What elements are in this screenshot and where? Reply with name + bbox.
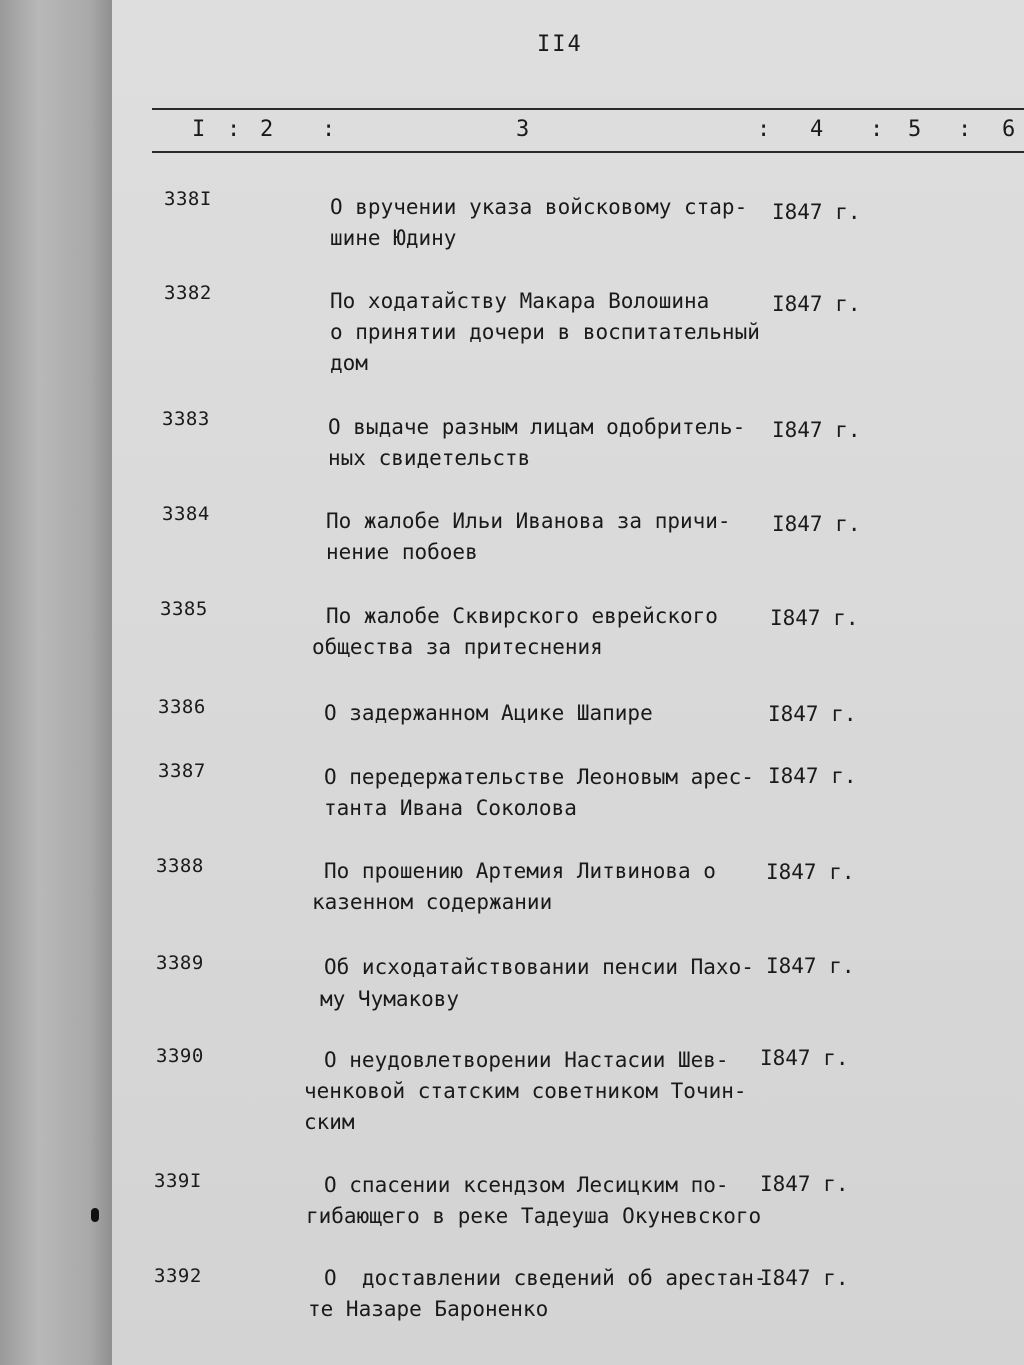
entry-description-line: По жалобе Ильи Иванова за причи- — [326, 509, 731, 533]
entry-id: 3392 — [154, 1265, 202, 1287]
entry-description-line: О неудовлетворении Настасии Шев- — [324, 1048, 729, 1072]
entry-description-line: О выдаче разным лицам одобритель- — [328, 415, 746, 439]
entry-id: 3385 — [160, 598, 208, 620]
entry-description-line: По ходатайству Макара Волошина — [330, 289, 710, 313]
entry-description-line: Об исходатайствовании пенсии Пахо- — [324, 955, 754, 979]
entry-year: I847 г. — [768, 702, 857, 726]
header-rule-top — [152, 108, 1024, 110]
entry-year: I847 г. — [766, 860, 855, 884]
col-header-2: 2 — [260, 117, 274, 142]
entry-description-line: По жалобе Сквирского еврейского — [326, 604, 718, 628]
entry-id: 3388 — [156, 855, 204, 877]
entry-year: I847 г. — [772, 418, 861, 442]
header-rule-bottom — [152, 151, 1024, 153]
page-number: II4 — [537, 32, 583, 57]
entry-description-line: му Чумакову — [320, 987, 460, 1011]
entry-id: 3383 — [162, 408, 210, 430]
entry-description-line: шине Юдину — [330, 226, 457, 250]
entry-description-line: О вручении указа войсковому стар- — [330, 195, 748, 219]
binding-hole-mark — [91, 1208, 99, 1222]
document-page — [112, 0, 1024, 1365]
entry-description-line: ных свидетельств — [328, 446, 531, 470]
entry-description-line: дом — [330, 351, 368, 375]
entry-description-line: общества за притеснения — [312, 635, 603, 659]
previous-page-spine — [0, 0, 112, 1365]
entry-id: 3390 — [156, 1045, 204, 1067]
entry-description-line: казенном содержании — [312, 890, 553, 914]
col-separator: : — [322, 117, 336, 142]
col-header-5: 5 — [908, 117, 922, 142]
entry-id: 339I — [154, 1170, 202, 1192]
entry-year: I847 г. — [760, 1266, 849, 1290]
entry-description-line: гибающего в реке Тадеуша Окуневского — [306, 1204, 762, 1228]
entry-description-line: О спасении ксендзом Лесицким по- — [324, 1173, 729, 1197]
entry-year: I847 г. — [772, 512, 861, 536]
entry-id: 338I — [164, 188, 212, 210]
entry-id: 3387 — [158, 760, 206, 782]
entry-year: I847 г. — [772, 292, 861, 316]
col-header-6: 6 — [1002, 117, 1016, 142]
entry-year: I847 г. — [760, 1172, 849, 1196]
entry-year: I847 г. — [770, 606, 859, 630]
entry-description-line: О доставлении сведений об арестан- — [324, 1266, 767, 1290]
entry-year: I847 г. — [772, 200, 861, 224]
col-separator: : — [958, 117, 972, 142]
entry-description-line: танта Ивана Соколова — [324, 796, 577, 820]
entry-id: 3389 — [156, 952, 204, 974]
entry-id: 3382 — [164, 282, 212, 304]
col-header-3: 3 — [516, 117, 530, 142]
entry-description-line: О передержательстве Леоновым арес- — [324, 765, 754, 789]
entry-description-line: ским — [304, 1110, 355, 1134]
entry-year: I847 г. — [760, 1046, 849, 1070]
entry-year: I847 г. — [766, 954, 855, 978]
col-separator: : — [227, 117, 241, 142]
entry-description-line: О задержанном Ацике Шапире — [324, 701, 653, 725]
entry-id: 3384 — [162, 503, 210, 525]
entry-description-line: ченковой статским советником Точин- — [304, 1079, 747, 1103]
entry-year: I847 г. — [768, 764, 857, 788]
entry-id: 3386 — [158, 696, 206, 718]
col-header-1: I — [192, 117, 206, 142]
col-header-4: 4 — [810, 117, 824, 142]
col-separator: : — [757, 117, 771, 142]
entry-description-line: нение побоев — [326, 540, 478, 564]
entry-description-line: По прошению Артемия Литвинова о — [324, 859, 716, 883]
col-separator: : — [870, 117, 884, 142]
entry-description-line: о принятии дочери в воспитательный — [330, 320, 760, 344]
entry-description-line: те Назаре Бароненко — [308, 1297, 549, 1321]
